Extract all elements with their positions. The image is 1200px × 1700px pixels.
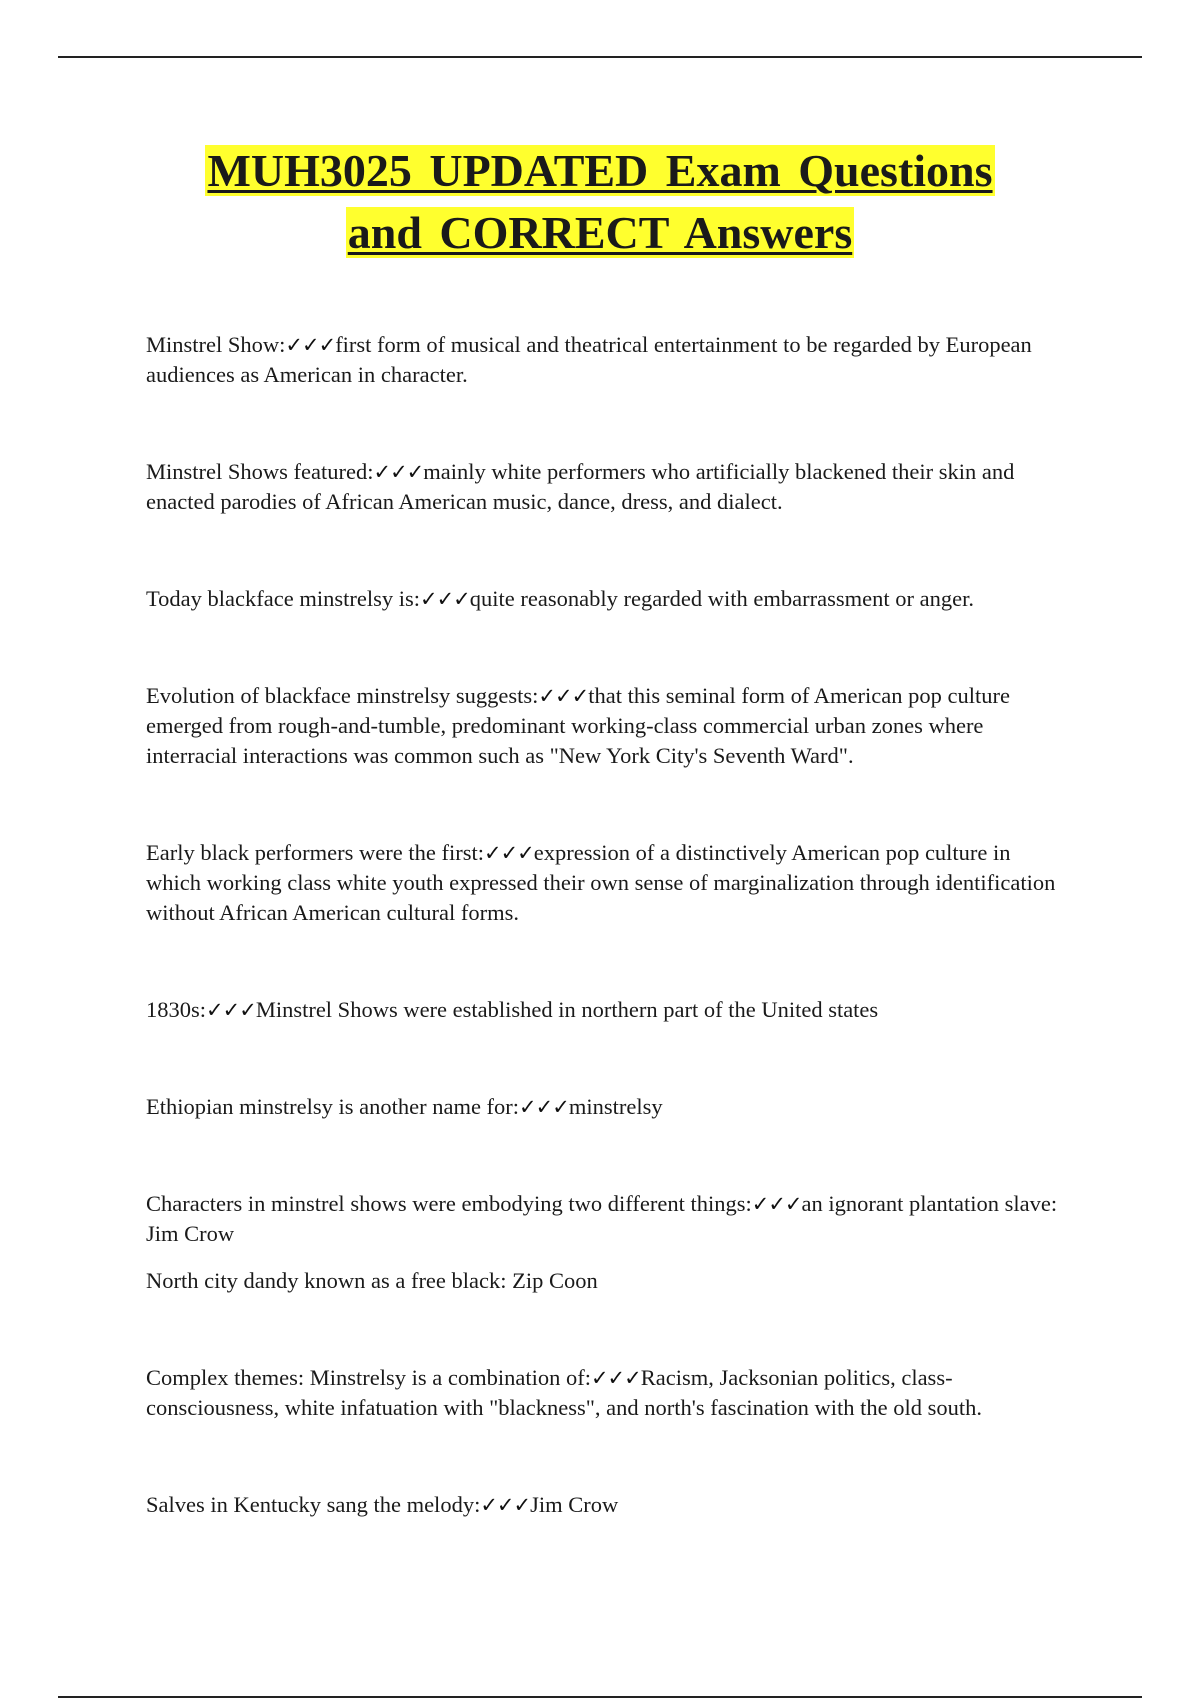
answer-text: mainly white performers who artificially blackened their skin and enacted parodies of African American music, dance, dress, and dialect. — [146, 459, 1015, 514]
answer-text: quite reasonably regarded with embarrassment or anger. — [469, 586, 974, 611]
checkmark-icon: ✓✓✓ — [419, 587, 470, 611]
qa-item-3 — [146, 584, 1066, 614]
answer-text: that this seminal form of American pop culture emerged from rough-and-tumble, predominant working-class commercial urban zones where interracial interactions was common such as "New York City's Seventh Ward". — [146, 683, 1010, 768]
question-text: Complex themes: Minstrelsy is a combination of: — [146, 1365, 591, 1390]
qa-item-5 — [146, 838, 1066, 928]
answer-text: Racism, Jacksonian politics, class-consciousness, white infatuation with "blackness", and north's fascination with the old south. — [146, 1365, 983, 1420]
checkmark-icon: ✓✓✓ — [751, 1192, 802, 1216]
title-line-1: MUH3025 UPDATED Exam Questions — [207, 145, 993, 196]
answer-text: first form of musical and theatrical entertainment to be regarded by European audiences as American in character. — [146, 332, 1032, 387]
question-text: Early black performers were the first: — [146, 840, 484, 865]
question-text: Evolution of blackface minstrelsy suggests: — [146, 683, 539, 708]
checkmark-icon: ✓✓✓ — [285, 333, 336, 357]
question-text: 1830s: — [146, 997, 207, 1022]
document-title — [0, 140, 1200, 264]
checkmark-icon: ✓✓✓ — [206, 998, 256, 1022]
bottom-divider — [58, 1696, 1142, 1698]
qa-item-7 — [146, 1092, 1066, 1122]
checkmark-icon: ✓✓✓ — [483, 841, 534, 865]
top-divider — [58, 56, 1142, 58]
title-line-2: and CORRECT Answers — [347, 207, 853, 258]
qa-item-9 — [146, 1363, 1066, 1423]
question-text: Salves in Kentucky sang the melody: — [146, 1492, 481, 1517]
qa-item-1 — [146, 330, 1066, 390]
checkmark-icon: ✓✓✓ — [373, 460, 424, 484]
qa-item-8 — [146, 1189, 1066, 1249]
question-text: Minstrel Show: — [146, 332, 286, 357]
checkmark-icon: ✓✓✓ — [480, 1493, 531, 1517]
answer-text: Jim Crow — [530, 1492, 619, 1517]
question-text: Today blackface minstrelsy is: — [146, 586, 420, 611]
question-text: Characters in minstrel shows were embodying two different things: — [146, 1191, 752, 1216]
qa-item-8-extra: North city dandy known as a free black: Zip Coon — [146, 1268, 598, 1293]
question-text: Ethiopian minstrelsy is another name for: — [146, 1094, 520, 1119]
checkmark-icon: ✓✓✓ — [519, 1095, 569, 1119]
answer-text: Minstrel Shows were established in northern part of the United states — [255, 997, 879, 1022]
answer-text: minstrelsy — [568, 1094, 663, 1119]
question-text: Minstrel Shows featured: — [146, 459, 374, 484]
checkmark-icon: ✓✓✓ — [590, 1366, 641, 1390]
qa-item-4 — [146, 681, 1066, 771]
answer-text: expression of a distinctively American pop culture in which working class white youth expressed their own sense of marginalization through identification without African American cultural forms. — [146, 840, 1056, 925]
checkmark-icon: ✓✓✓ — [538, 684, 589, 708]
qa-item-2 — [146, 457, 1066, 517]
qa-item-10 — [146, 1490, 1066, 1520]
answer-text: an ignorant plantation slave: Jim Crow — [146, 1191, 1058, 1246]
qa-item-6 — [146, 995, 1066, 1025]
